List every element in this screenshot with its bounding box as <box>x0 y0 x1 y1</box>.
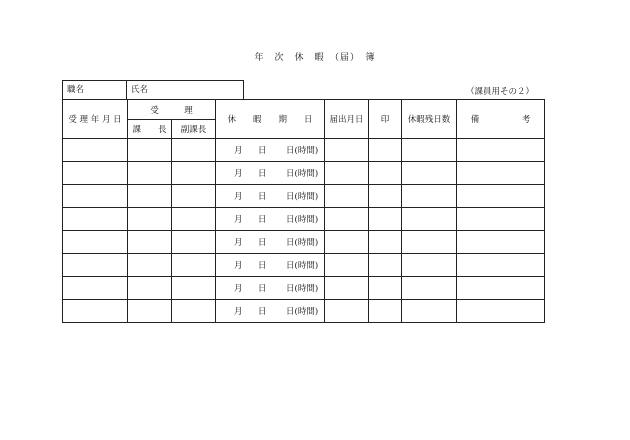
remarks-cell[interactable] <box>457 300 545 323</box>
period-month-label: 月 <box>234 284 243 294</box>
todokede-date-cell[interactable] <box>325 185 369 208</box>
table-row <box>63 208 545 231</box>
kacho-cell[interactable] <box>128 300 172 323</box>
period-month-label: 月 <box>234 146 243 156</box>
stamp-cell[interactable] <box>369 231 402 254</box>
period-month-label: 月 <box>234 169 243 179</box>
kyuka-period-cell <box>216 208 325 231</box>
remaining-days-cell[interactable] <box>402 208 457 231</box>
table-row <box>63 254 545 277</box>
kacho-cell[interactable] <box>128 208 172 231</box>
period-day-hours-label: 日(時間) <box>286 261 319 271</box>
todokede-date-cell[interactable] <box>325 254 369 277</box>
period-day-hours-label: 日(時間) <box>286 169 319 179</box>
remaining-days-cell[interactable] <box>402 185 457 208</box>
period-day-label: 日 <box>258 215 267 225</box>
kyuka-period-cell <box>216 185 325 208</box>
period-month-label: 月 <box>234 215 243 225</box>
remaining-days-cell[interactable] <box>402 300 457 323</box>
form-type-note: （課員用その２） <box>466 87 535 97</box>
stamp-cell[interactable] <box>369 208 402 231</box>
juri-date-cell[interactable] <box>63 185 128 208</box>
remarks-cell[interactable] <box>457 277 545 300</box>
stamp-cell[interactable] <box>369 139 402 162</box>
period-day-hours-label: 日(時間) <box>286 146 319 156</box>
table-row <box>63 162 545 185</box>
remarks-cell[interactable] <box>457 185 545 208</box>
kyuka-period-cell <box>216 277 325 300</box>
todokede-date-cell[interactable] <box>325 208 369 231</box>
stamp-cell[interactable] <box>369 300 402 323</box>
col-juri: 受 理 <box>128 100 216 120</box>
kyuka-period-cell <box>216 162 325 185</box>
juri-date-cell[interactable] <box>63 208 128 231</box>
todokede-date-cell[interactable] <box>325 300 369 323</box>
fukukacho-cell[interactable] <box>172 231 216 254</box>
juri-date-cell[interactable] <box>63 277 128 300</box>
period-day-hours-label: 日(時間) <box>286 307 319 317</box>
period-day-label: 日 <box>258 238 267 248</box>
kyuka-period-cell <box>216 139 325 162</box>
fukukacho-cell[interactable] <box>172 185 216 208</box>
leave-table <box>62 99 545 323</box>
fukukacho-cell[interactable] <box>172 254 216 277</box>
col-todokede-date: 届出月日 <box>325 100 369 139</box>
table-row <box>63 277 545 300</box>
period-day-label: 日 <box>258 307 267 317</box>
kacho-cell[interactable] <box>128 254 172 277</box>
remaining-days-cell[interactable] <box>402 162 457 185</box>
col-kacho: 課 長 <box>128 120 172 139</box>
period-day-hours-label: 日(時間) <box>286 215 319 225</box>
remarks-cell[interactable] <box>457 231 545 254</box>
period-month-label: 月 <box>234 307 243 317</box>
juri-date-cell[interactable] <box>63 231 128 254</box>
period-day-label: 日 <box>258 192 267 202</box>
kyuka-period-cell <box>216 300 325 323</box>
col-remarks: 備 考 <box>457 100 545 139</box>
todokede-date-cell[interactable] <box>325 162 369 185</box>
period-day-hours-label: 日(時間) <box>286 238 319 248</box>
period-day-label: 日 <box>258 261 267 271</box>
fukukacho-cell[interactable] <box>172 139 216 162</box>
period-month-label: 月 <box>234 261 243 271</box>
period-day-hours-label: 日(時間) <box>286 284 319 294</box>
header-divider <box>126 81 127 99</box>
stamp-cell[interactable] <box>369 254 402 277</box>
shokumei-label: 職名 <box>67 85 85 95</box>
header-row-1 <box>63 100 545 120</box>
kacho-cell[interactable] <box>128 231 172 254</box>
kacho-cell[interactable] <box>128 139 172 162</box>
period-month-label: 月 <box>234 192 243 202</box>
stamp-cell[interactable] <box>369 277 402 300</box>
stamp-cell[interactable] <box>369 185 402 208</box>
col-remaining-days: 休暇残日数 <box>402 100 457 139</box>
col-kyuka-period: 休 暇 期 日 <box>216 100 325 139</box>
period-day-label: 日 <box>258 169 267 179</box>
remarks-cell[interactable] <box>457 254 545 277</box>
kyuka-period-cell <box>216 231 325 254</box>
col-fukukacho: 副課長 <box>172 120 216 139</box>
header-name-box <box>62 80 244 100</box>
fukukacho-cell[interactable] <box>172 277 216 300</box>
table-row <box>63 231 545 254</box>
shimei-label: 氏名 <box>131 85 149 95</box>
todokede-date-cell[interactable] <box>325 277 369 300</box>
juri-date-cell[interactable] <box>63 139 128 162</box>
remaining-days-cell[interactable] <box>402 277 457 300</box>
kacho-cell[interactable] <box>128 277 172 300</box>
fukukacho-cell[interactable] <box>172 162 216 185</box>
col-juri-date: 受 理 年 月 日 <box>63 100 128 139</box>
kacho-cell[interactable] <box>128 185 172 208</box>
todokede-date-cell[interactable] <box>325 139 369 162</box>
juri-date-cell[interactable] <box>63 254 128 277</box>
remaining-days-cell[interactable] <box>402 254 457 277</box>
col-stamp: 印 <box>369 100 402 139</box>
remaining-days-cell[interactable] <box>402 231 457 254</box>
remaining-days-cell[interactable] <box>402 139 457 162</box>
remarks-cell[interactable] <box>457 139 545 162</box>
kyuka-period-cell <box>216 254 325 277</box>
page-title: 年 次 休 暇 （届） 簿 <box>254 53 376 63</box>
fukukacho-cell[interactable] <box>172 300 216 323</box>
fukukacho-cell[interactable] <box>172 208 216 231</box>
remarks-cell[interactable] <box>457 208 545 231</box>
juri-date-cell[interactable] <box>63 300 128 323</box>
todokede-date-cell[interactable] <box>325 231 369 254</box>
table-row <box>63 185 545 208</box>
period-day-hours-label: 日(時間) <box>286 192 319 202</box>
juri-date-cell[interactable] <box>63 162 128 185</box>
table-row <box>63 300 545 323</box>
period-day-label: 日 <box>258 284 267 294</box>
table-row <box>63 139 545 162</box>
remarks-cell[interactable] <box>457 162 545 185</box>
period-month-label: 月 <box>234 238 243 248</box>
period-day-label: 日 <box>258 146 267 156</box>
stamp-cell[interactable] <box>369 162 402 185</box>
kacho-cell[interactable] <box>128 162 172 185</box>
